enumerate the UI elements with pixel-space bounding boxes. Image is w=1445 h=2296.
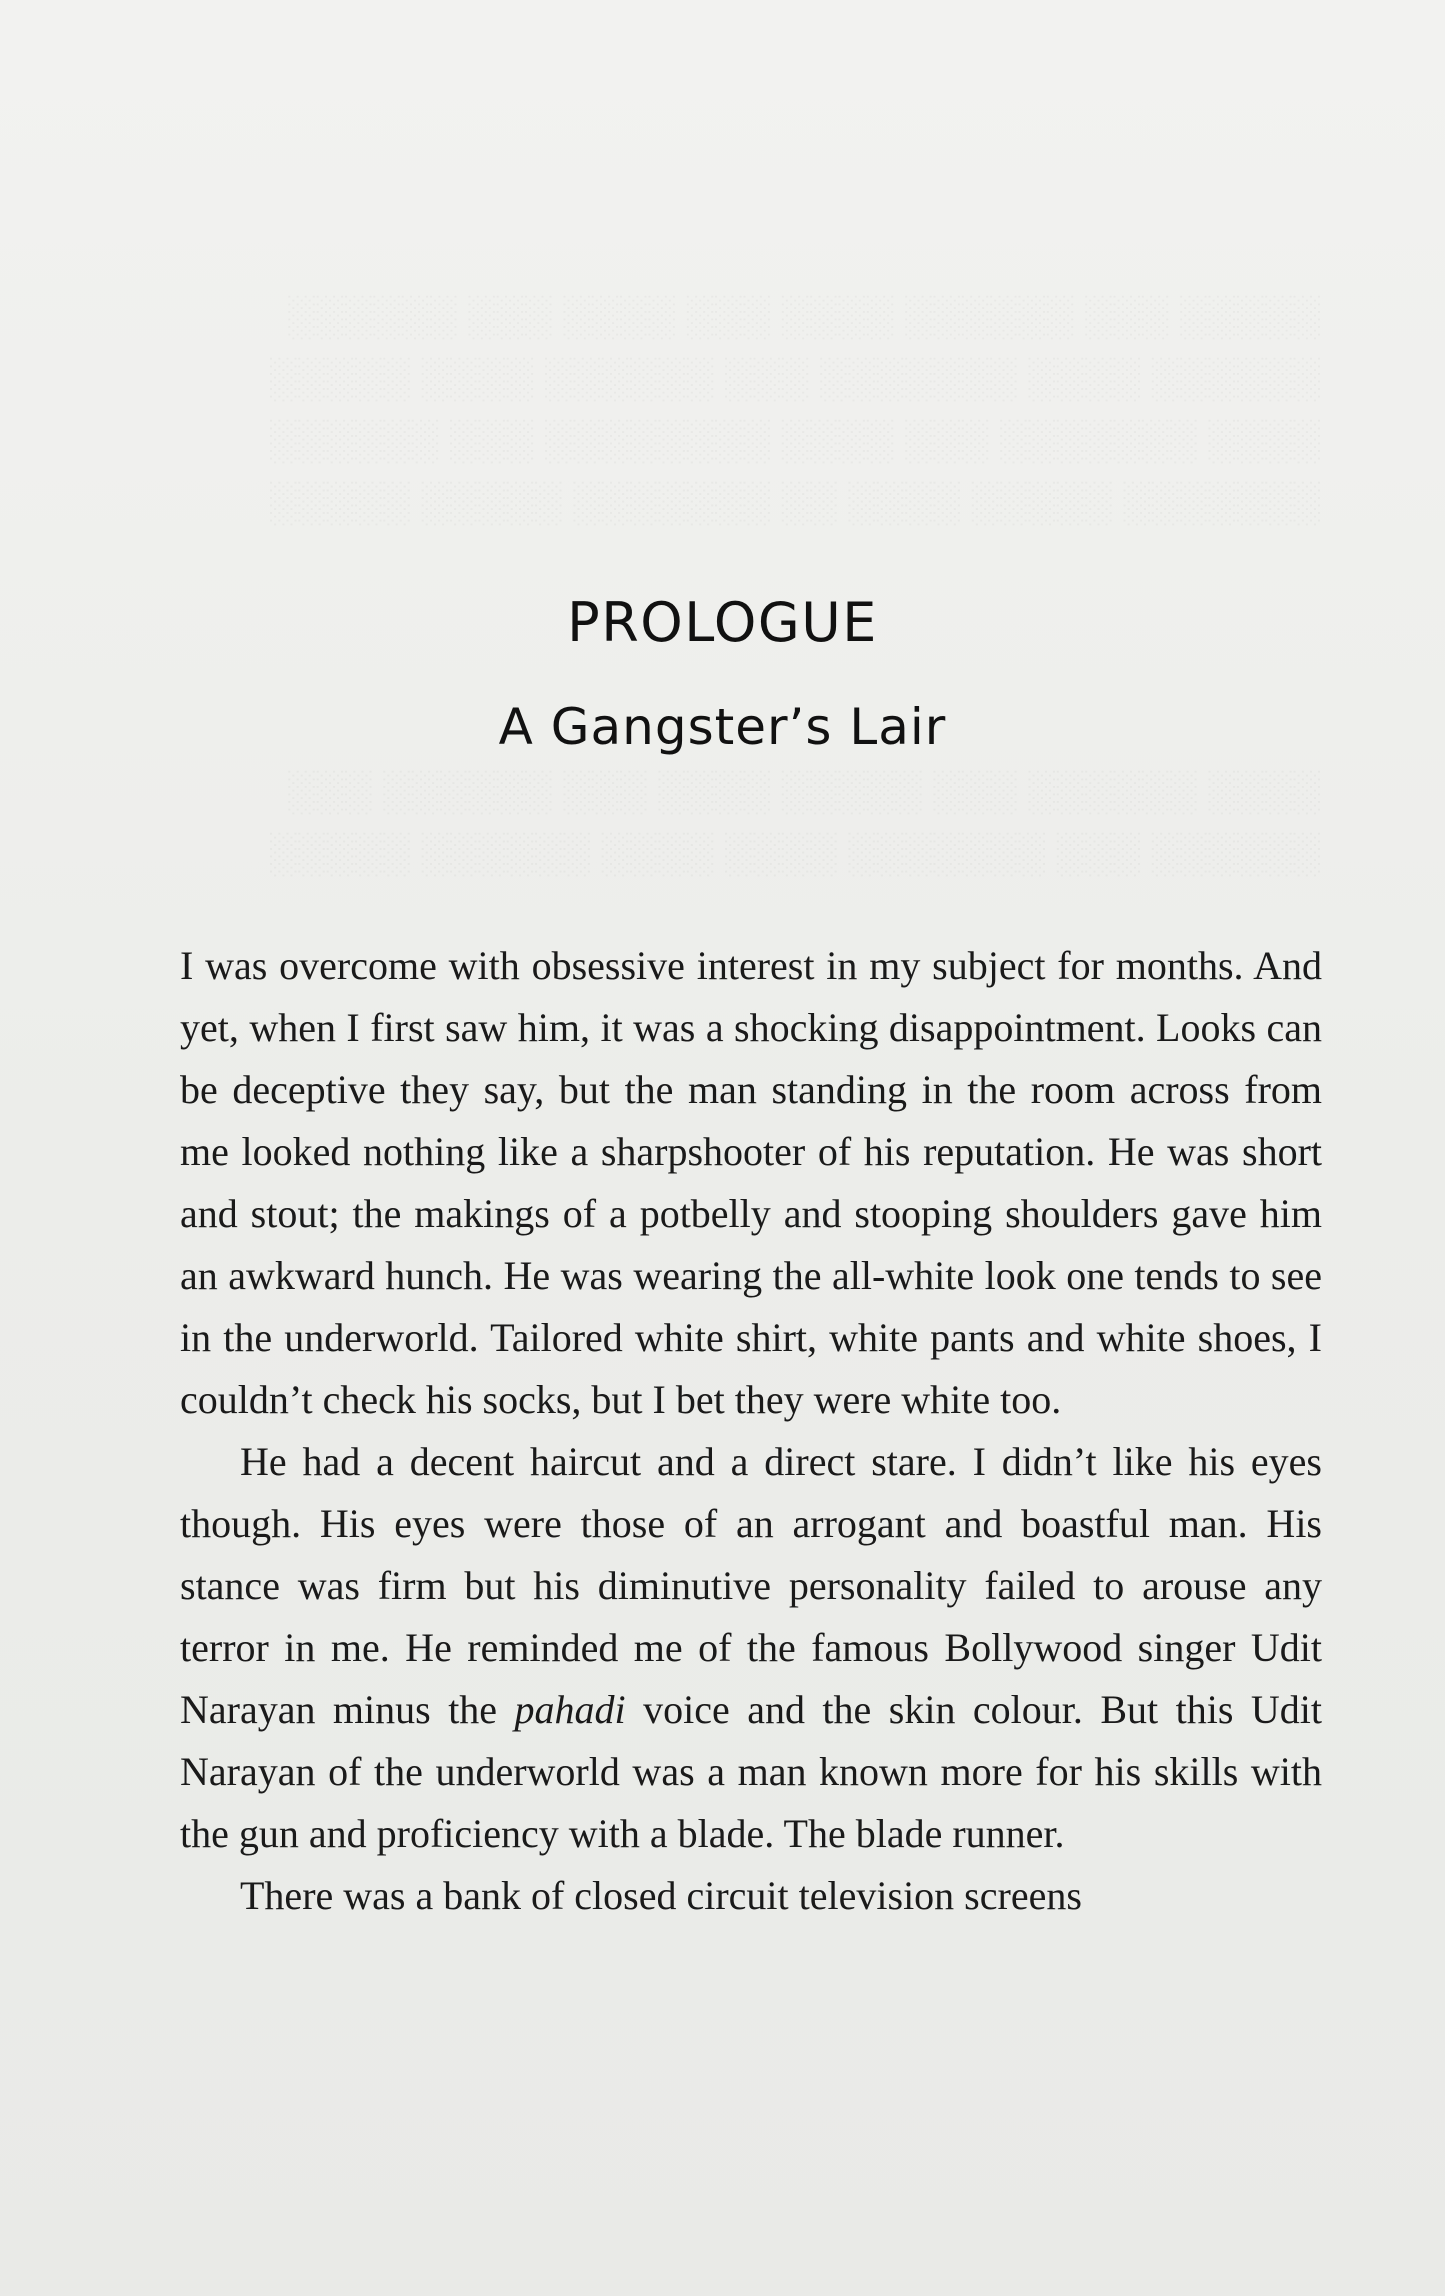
show-through-texture (182, 285, 1322, 533)
paragraph-2 (180, 1431, 1322, 1865)
chapter-title: A Gangster’s Lair (498, 698, 947, 756)
chapter-heading (0, 591, 1445, 756)
paragraph-3: There was a bank of closed circuit television screens (240, 1873, 1082, 1918)
body-text (180, 935, 1322, 1927)
paragraph-2-text-after: voice and the skin colour. But this Udit Narayan of the underworld was a man known more for his skills with the gun and proficiency with a blade. The blade runner. (180, 1687, 1322, 1856)
paragraph-2-italic-word: pahadi (514, 1687, 626, 1732)
paragraph-2-text-before: He had a decent haircut and a direct stare. I didn’t like his eyes though. His eyes were those of an arrogant and boastful man. His stance was firm but his diminutive personality failed to arouse any terror in me. He reminded me of the famous Bollywood singer Udit Narayan minus the (180, 1439, 1322, 1732)
show-through-texture (182, 760, 1322, 884)
paragraph-1: I was overcome with obsessive interest in my subject for months. And yet, when I first saw him, it was a shocking disappointment. Looks can be deceptive they say, but the man standing in the room across from me looked nothing like a sharpshooter of his reputation. He was short and stout; the makings of a potbelly and stooping shoulders gave him an awkward hunch. He was wearing the all-white look one tends to see in the underworld. Tailored white shirt, white pants and white shoes, I couldn’t check his socks, but I bet they were white too. (180, 943, 1322, 1422)
chapter-label: PROLOGUE (567, 591, 878, 654)
